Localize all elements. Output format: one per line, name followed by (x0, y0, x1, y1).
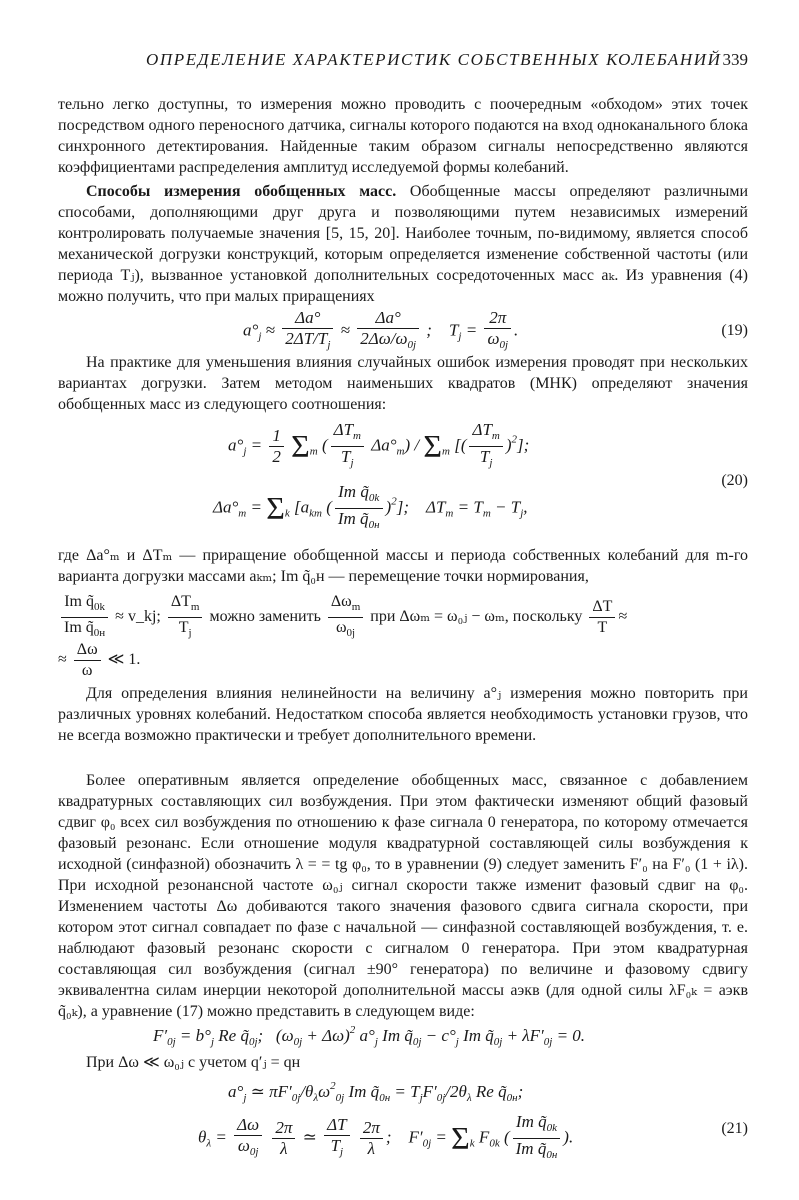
paragraph-generalized-masses (58, 181, 748, 307)
paragraph-1: тельно легко доступны, то измерения можно проводить с поочередным «обходом» этих точек посредством одного переносного датчика, сигналы которого подаются на вход одноканального блока синхронного детектирования. Найденные таким образом сигналы непосредственно являются коэффициентами распределения амплитуд исследуемой формы колебаний. (58, 96, 749, 176)
equation-19-number: (19) (721, 322, 748, 339)
equation-19-body: $a^\circ_j$ ≈ $\frac{\Delta a^\circ}{2\Delta T/T_j}$ ≈ $\frac{\Delta a^\circ}{2\Delta\omega/\omega_{0j}}$ ; $T_j$ = $\frac{2\pi}{\omega_{0j}}$ . (243, 308, 519, 351)
section-heading: Способы измерения обобщенных масс. (86, 183, 397, 200)
equation-21 (58, 1080, 748, 1170)
paragraph-6: Более оперативным является определение обобщенных масс, связанное с добавлением квадратурных составляющих сил возбуждения. При этом фактически изменяют общий фазовый сдвиг φ₀ всех сил возбуждения по отношению к фазе сигнала 0 генератора, по которому отмечается фазовый резонанс. Если отношение модуля квадратурной составляющей силы возбуждения к исходной (синфазной) обозначить λ = = tg φ₀, то в уравнении (9) следует заменить F′₀ на F′₀ (1 + iλ). При исходной резонансной частоте ω₀ⱼ сигнал скорости также изменит фазовый сдвиг на φ₀. Изменением частоты Δω добиваются такого значения фазового сдвига сигнала скорости, при котором этот сигнал совпадает по фазе с начальной — синфазной составляющей возбуждения, т. е. наблюдают фазовый резонанс скорости с сигналом 0 генератора. При этом квадратурная составляющая сил возбуждения (сигнал ±90° генератора) по величине и фазовому сдвигу эквивалентна силам инерции некоторой дополнительной массы aэкв (для одной силы λF₀ₖ = aэкв q̃₀ₖ), а уравнение (17) можно представить в следующем виде: (58, 772, 748, 1020)
equation-19 (58, 308, 748, 358)
page-number: 339 (722, 50, 748, 69)
page-header (58, 50, 748, 74)
inline-formula-line-2: ≈ $\frac{\Delta\omega}{\omega}$ ≪ 1. (58, 641, 141, 679)
equation-21-line-1: $a^\circ_j$ ≃ $\pi F'_{0j}/\theta_\lambda\omega^2_{0j}$ Im $q̃_{0н} = T_jF'_{0j}/2\theta_\lambda$ Re $q̃_{0н}$; (228, 1080, 524, 1104)
formula-text-1: ≈ v_kj; (115, 608, 161, 626)
paragraph-5: Для определения влияния нелинейности на величину a°ⱼ измерения можно повторить при различных уровнях колебаний. Недостатком способа является необходимость установки грузов, что не всегда возможно практически и требует дополнительного времени. (58, 685, 748, 744)
running-title: ОПРЕДЕЛЕНИЕ ХАРАКТЕРИСТИК СОБСТВЕННЫХ КОЛЕБАНИЙ (146, 50, 722, 69)
equation-17-body: $F'_{0j} = b^\circ_j$ Re $q̃_{0j}$; $(\omega_{0j} + \Delta\omega)^2$ $a^\circ_j$ Im $q̃_{0j} - c^\circ_j$ Im $q̃_{0j} + \lambda F'_{0j} = 0$. (153, 1024, 586, 1048)
formula-text-2: можно заменить (209, 608, 321, 626)
equation-20-line-1: $a^\circ_j$ = $\frac{1}{2}$ $\Sigma_m$ ( $\frac{\Delta T_m}{T_j}$ $\Delta a^\circ_m) / \Sigma_m$ [( $\frac{\Delta T_m}{T_j}$ )$^2$]; (228, 420, 530, 469)
equation-21-number: (21) (721, 1120, 748, 1137)
condition-line: При Δω ≪ ω₀ⱼ с учетом q′ⱼ = qн (86, 1054, 301, 1071)
paragraph-3: На практике для уменьшения влияния случайных ошибок измерения проводят при нескольких вариантах догрузки. Затем методом наименьших квадратов (МНК) определяют значения обобщенных масс из следующего соотношения: (58, 354, 748, 413)
formula-text-4: ≪ 1. (107, 651, 141, 669)
equation-17-modified (58, 1024, 748, 1050)
equation-20-number: (20) (721, 472, 748, 489)
formula-text-3: при Δωₘ = ω₀ⱼ − ωₘ, поскольку (370, 608, 583, 626)
equation-20 (58, 420, 748, 540)
paragraph-2-text: Обобщенные массы определяют различными способами, дополняющими друг друга и позволяющими путем независимых измерений контролировать получаемые значения [5, 15, 20]. Наиболее точным, по-видимому, является способ механической догрузки конструкций, которым определяется изменение собственной частоты (или периода Tⱼ), вызванное установкой дополнительных сосредоточенных масс aₖ. Из уравнения (4) можно получить, что при малых приращениях (58, 183, 748, 305)
equation-20-line-2: $\Delta a^\circ_m = \Sigma_k$ [$a_{km}$ ( $\frac{Im q̃_{0k}}{Im q̃_{0н}}$ )$^2$]; $\Delta T_m = T_m - T_j$, (213, 482, 528, 531)
equation-21-line-2: $\theta_\lambda$ = $\frac{\Delta\omega}{\omega_{0j}}$ $\frac{2\pi}{\lambda}$ ≃ $\frac{\Delta T}{T_j}$ $\frac{2\pi}{\lambda}$ ; $F'_{0j} = \Sigma_k$ $F_{0k}$ ( $\frac{Im q̃_{0k}}{Im q̃_{0н}}$ ). (198, 1112, 574, 1161)
inline-formula-line: $\frac{Im q̃_{0k}}{Im q̃_{0н}}$ ≈ v_kj; $\frac{\Delta T_m}{T_j}$ можно заменить $\frac{\Delta\omega_m}{\omega_{0j}}$ при Δωₘ = ω₀ⱼ − ωₘ, поскольку $\frac{\Delta T}{T}$ ≈ (58, 592, 748, 640)
paragraph-4: где Δa°ₘ и ΔTₘ — приращение обобщенной массы и периода собственных колебаний для m-го варианта догрузки массами aₖₘ; Im q̃₀н — перемещение точки нормирования, (58, 547, 748, 585)
